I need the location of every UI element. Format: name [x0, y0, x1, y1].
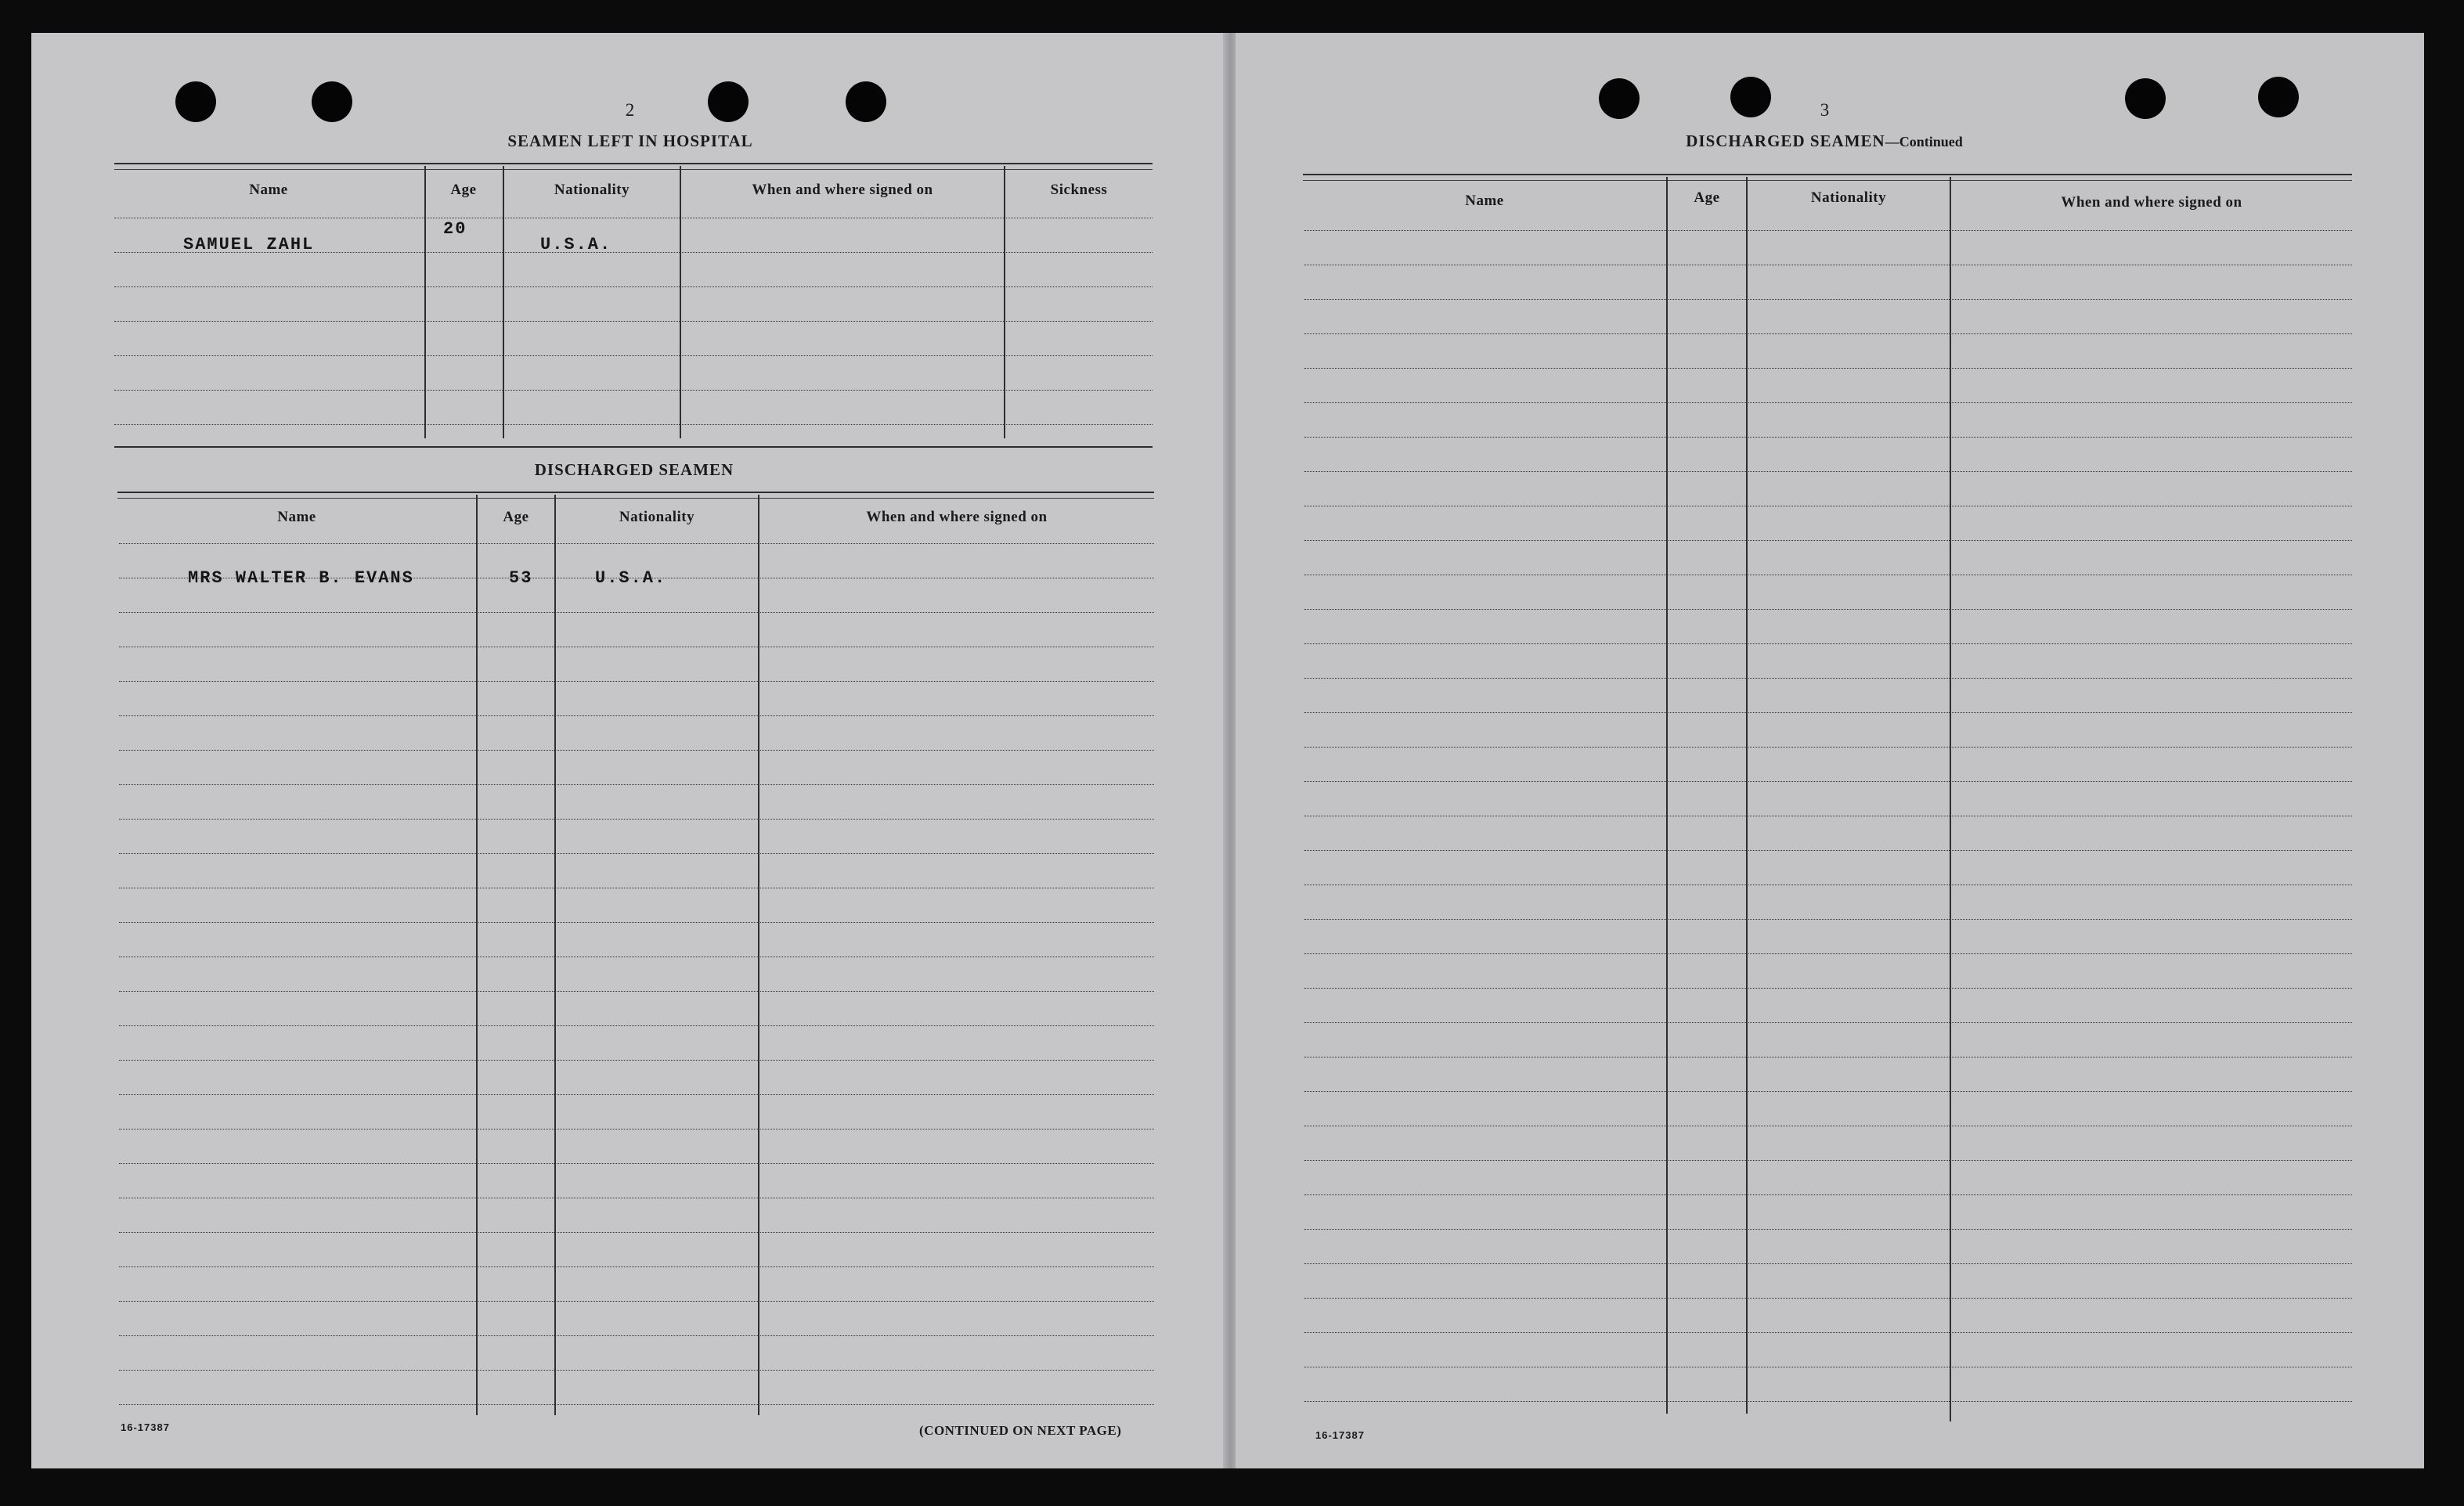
form-number-left: 16-17387 — [121, 1421, 170, 1433]
ruled-line — [119, 1129, 1154, 1130]
ruled-line — [119, 922, 1154, 923]
ruled-line — [119, 991, 1154, 992]
hospital-row-name: SAMUEL ZAHL — [183, 235, 315, 254]
ruled-line — [119, 1060, 1154, 1061]
ruled-line — [119, 1404, 1154, 1405]
punch-hole — [846, 81, 886, 122]
ruled-line — [119, 819, 1154, 820]
right-section-title: DISCHARGED SEAMEN—Continued — [1686, 132, 1963, 150]
ruled-line — [1304, 747, 2352, 748]
ruled-line — [1304, 1160, 2352, 1161]
ruled-line — [1304, 333, 2352, 334]
hospital-row-nationality: U.S.A. — [540, 235, 612, 254]
ruled-line — [114, 355, 1153, 356]
ruled-line — [1304, 919, 2352, 920]
ruled-line — [1304, 953, 2352, 954]
discharged-col-name: Name — [277, 509, 316, 525]
form-number-right: 16-17387 — [1315, 1429, 1365, 1441]
ruled-line — [114, 286, 1153, 287]
ruled-line — [1304, 609, 2352, 610]
ruled-line — [119, 612, 1154, 613]
page-number-right: 3 — [1820, 100, 1831, 120]
ruled-line — [1304, 540, 2352, 541]
discharged-col-age: Age — [503, 509, 529, 525]
ruled-line — [119, 1370, 1154, 1371]
hospital-col-age: Age — [450, 182, 477, 198]
ruled-line — [1304, 230, 2352, 231]
ruled-line — [114, 390, 1153, 391]
ruled-line — [1304, 643, 2352, 644]
discharged-row-nationality: U.S.A. — [595, 568, 667, 588]
ruled-line — [1304, 437, 2352, 438]
ruled-line — [119, 853, 1154, 854]
ruled-line — [1304, 1022, 2352, 1023]
ruled-line — [1304, 678, 2352, 679]
right-col-name: Name — [1465, 193, 1504, 209]
ruled-line — [1304, 1263, 2352, 1264]
ruled-line — [1304, 402, 2352, 403]
ruled-line — [1304, 1229, 2352, 1230]
hospital-col-name: Name — [249, 182, 288, 198]
ruled-line — [1304, 1298, 2352, 1299]
discharged-row-age: 53 — [509, 568, 533, 588]
continued-note: (CONTINUED ON NEXT PAGE) — [919, 1423, 1122, 1438]
ruled-line — [119, 1232, 1154, 1233]
ruled-line — [119, 1335, 1154, 1336]
ruled-line — [119, 681, 1154, 682]
hospital-col-sickness: Sickness — [1050, 182, 1108, 198]
hospital-col-nationality: Nationality — [554, 182, 630, 198]
punch-hole — [1730, 77, 1771, 117]
punch-hole — [1599, 78, 1640, 119]
ruled-line — [1304, 299, 2352, 300]
discharged-row-name: MRS WALTER B. EVANS — [188, 568, 414, 588]
ruled-line — [119, 784, 1154, 785]
hospital-section-title: SEAMEN LEFT IN HOSPITAL — [507, 132, 753, 150]
ruled-line — [1304, 781, 2352, 782]
ruled-line — [1304, 368, 2352, 369]
ruled-line — [119, 1301, 1154, 1302]
right-col-nationality: Nationality — [1810, 189, 1887, 206]
ruled-line — [1304, 988, 2352, 989]
ruled-line — [119, 1094, 1154, 1095]
hospital-col-when-where: When and where signed on — [752, 182, 933, 198]
ruled-line — [119, 715, 1154, 716]
ruled-line — [1304, 1401, 2352, 1402]
right-page — [1236, 33, 2424, 1468]
hospital-row-age: 20 — [443, 219, 467, 239]
right-col-age: Age — [1694, 189, 1720, 206]
ruled-line — [119, 543, 1154, 544]
punch-hole — [175, 81, 216, 122]
discharged-col-nationality: Nationality — [619, 509, 695, 525]
ruled-line — [1304, 471, 2352, 472]
page-number-left: 2 — [625, 100, 636, 120]
right-col-when-where: When and where signed on — [2061, 194, 2242, 211]
ruled-line — [114, 321, 1153, 322]
ruled-line — [1304, 1194, 2352, 1195]
ruled-line — [1304, 712, 2352, 713]
punch-hole — [312, 81, 352, 122]
ruled-line — [1304, 850, 2352, 851]
ruled-line — [1304, 1091, 2352, 1092]
ruled-line — [119, 750, 1154, 751]
discharged-col-when-where: When and where signed on — [866, 509, 1048, 525]
ruled-line — [119, 1025, 1154, 1026]
discharged-section-title: DISCHARGED SEAMEN — [534, 460, 734, 479]
punch-hole — [2125, 78, 2166, 119]
ruled-line — [1304, 1332, 2352, 1333]
ruled-line — [114, 424, 1153, 425]
punch-hole — [2258, 77, 2299, 117]
ruled-line — [119, 1163, 1154, 1164]
punch-hole — [708, 81, 749, 122]
ruled-line — [119, 1266, 1154, 1267]
